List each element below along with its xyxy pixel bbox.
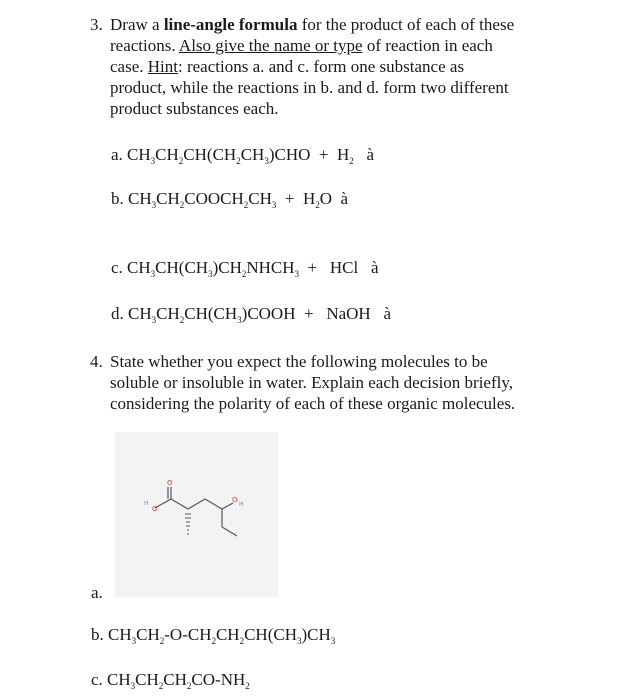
q3-line-4: product, while the reactions in b. and d. form two different xyxy=(110,78,509,97)
q4-item-b-label: b. xyxy=(91,625,104,644)
q3-line-1: Draw a line-angle formula for the product of each of these xyxy=(110,15,515,34)
reaction-a-rendered: $CH_3CH_2CH(CH_2CH_3)CHO + H_2$ à xyxy=(127,145,375,166)
molecule-structure-image xyxy=(115,432,278,597)
q4-line-3: considering the polarity of each of these organic molecules. xyxy=(110,394,516,413)
q4-item-c-label: c. xyxy=(91,670,103,689)
q4-item-c-rendered: $CH_3CH_2CH_2CO-NH_2$ xyxy=(107,670,250,691)
atom-o-carbonyl: O xyxy=(167,479,173,487)
q4-item-a-label: a. xyxy=(91,583,103,602)
q4-number: 4. xyxy=(90,352,103,371)
atom-o-hydroxyl-right: O xyxy=(232,496,238,504)
q3-line-3: case. Hint: reactions a. and c. form one substance as xyxy=(110,57,465,76)
q4-line-2: soluble or insoluble in water. Explain each decision briefly, xyxy=(110,373,514,392)
q3-line-2: reactions. Also give the name or type of reaction in each xyxy=(110,36,493,55)
q4-text xyxy=(110,351,515,414)
q4-item-b-rendered: $CH_3CH_2-O-CH_2CH_2CH(CH_3)CH_3$ xyxy=(108,625,336,646)
reaction-b-rendered: $CH_3CH_2COOCH_2CH_3 + H_2O$ à xyxy=(128,189,349,210)
reaction-d xyxy=(111,304,391,324)
atom-h-left: H xyxy=(144,500,149,507)
q3-text xyxy=(110,14,514,119)
atom-h-right: H xyxy=(239,501,244,508)
reaction-c xyxy=(111,258,379,278)
molecule-structure-svg xyxy=(115,432,278,597)
reaction-c-label: c. xyxy=(111,258,123,277)
q4-item-b xyxy=(91,625,335,645)
q4-line-1: State whether you expect the following molecules to be xyxy=(110,352,488,371)
q3-number: 3. xyxy=(90,15,103,34)
reaction-d-label: d. xyxy=(111,304,124,323)
reaction-d-rendered: $CH_3CH_2CH(CH_3)COOH$ + NaOH à xyxy=(128,304,391,325)
reaction-b-label: b. xyxy=(111,189,124,208)
atom-o-hydroxyl-left: O xyxy=(152,505,158,513)
reaction-a-label: a. xyxy=(111,145,123,164)
q3-line-5: product substances each. xyxy=(110,99,279,118)
reaction-a xyxy=(111,145,374,165)
q4-item-c xyxy=(91,670,250,690)
reaction-b xyxy=(111,189,348,209)
reaction-c-rendered: $CH_3CH(CH_3)CH_2NHCH_3$ + HCl à xyxy=(127,258,379,279)
